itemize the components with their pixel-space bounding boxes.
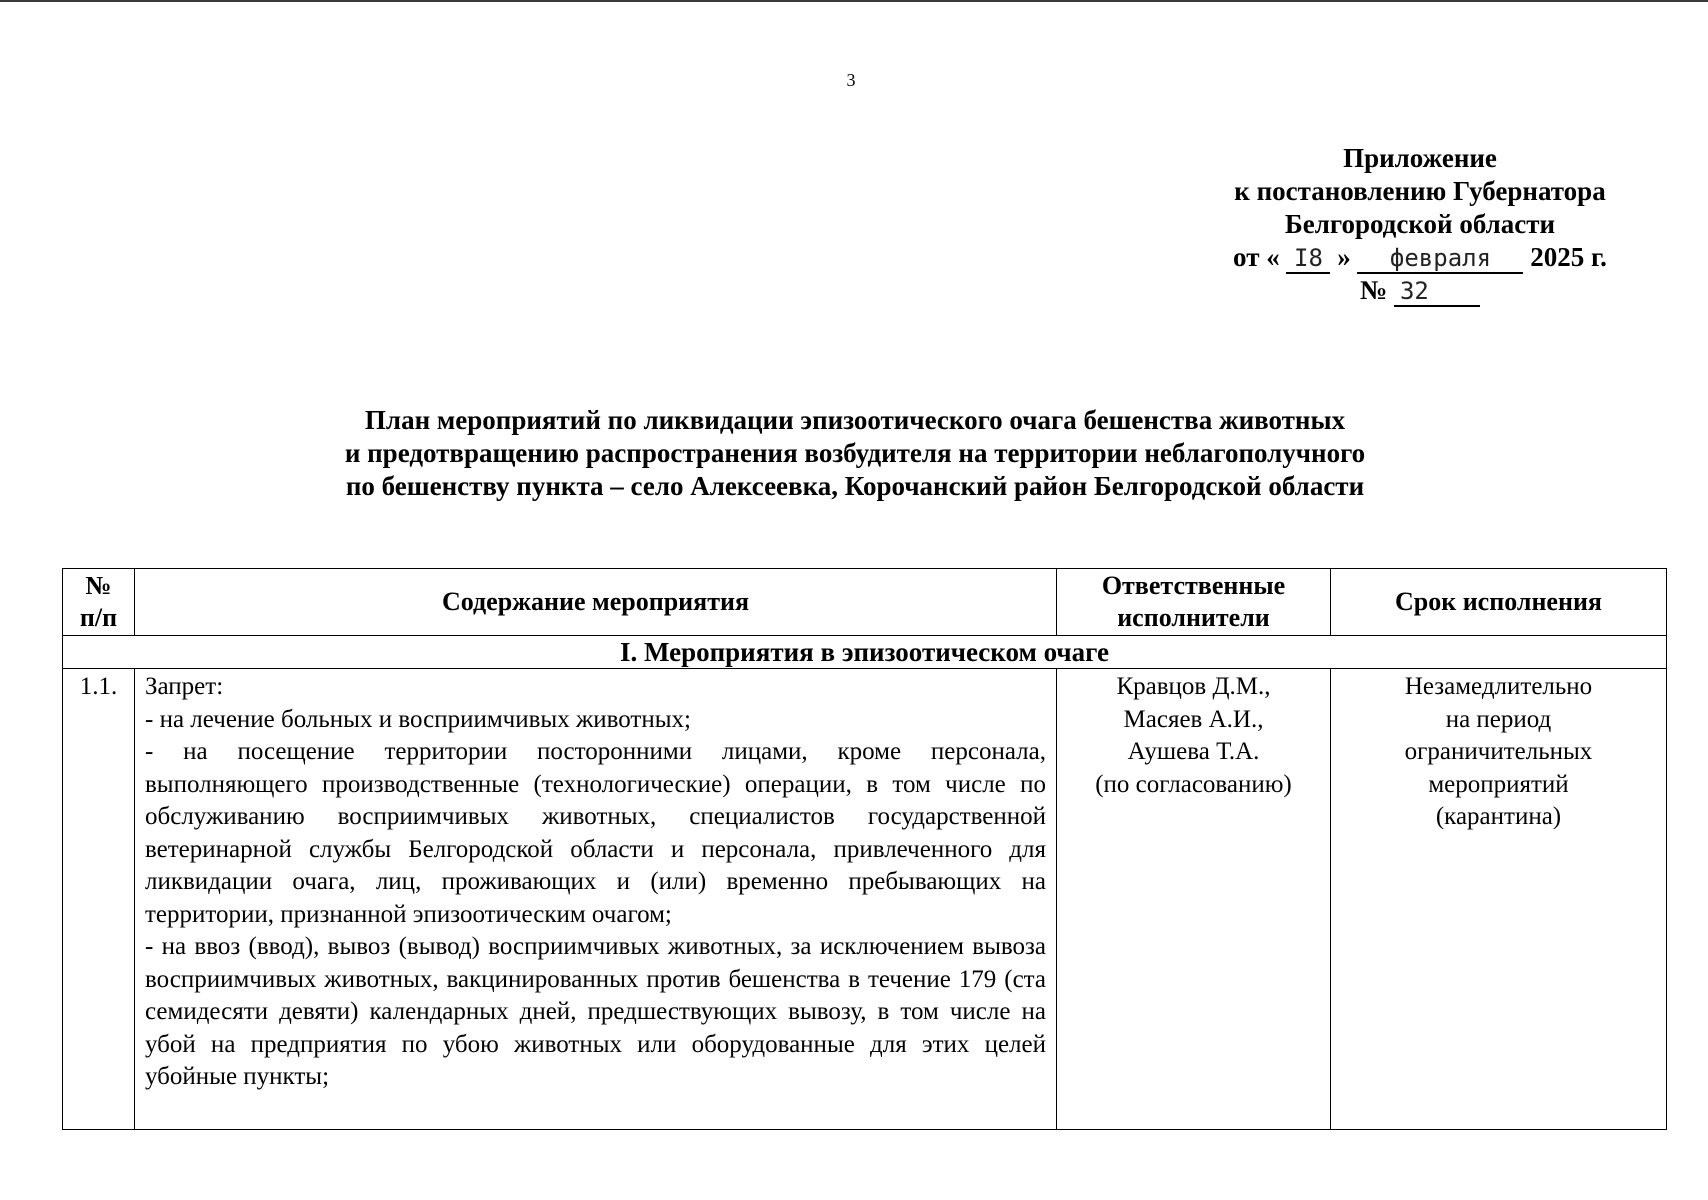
appendix-title: Приложение	[1343, 143, 1497, 173]
responsible-person: Кравцов Д.М.,	[1116, 673, 1271, 700]
date-year: 2025 г.	[1530, 242, 1607, 272]
term-line: мероприятий	[1428, 770, 1569, 798]
appendix-region: Белгородской области	[1284, 209, 1556, 239]
term-line: Незамедлительно	[1404, 673, 1593, 700]
term-line: ограничительных	[1404, 738, 1593, 765]
header-number-line1: №	[85, 571, 112, 600]
appendix-reference: к постановлению Губернатора	[1234, 176, 1606, 206]
row-term	[1331, 669, 1667, 1130]
term-line: на период	[1445, 705, 1552, 733]
content-item: - на ввоз (ввод), вывоз (вывод) восприимчивых животных, за исключением вывоза восприимчивых животных, вакцинированных против бешенства в течение 179 (ста семидесяти девяти) календарных дней, предшествующих вывозу, в том числе на убой на предприятия по убою животных или оборудованные для этих целей убойные пункты;	[145, 933, 1046, 1090]
date-day-field: I8	[1286, 244, 1330, 274]
appendix-header	[1190, 142, 1650, 307]
table-row	[63, 669, 1667, 1130]
table-header-row	[63, 569, 1667, 636]
row-content	[135, 669, 1057, 1130]
appendix-date-line	[1190, 241, 1650, 274]
content-item: - на лечение больных и восприимчивых животных;	[145, 705, 691, 733]
header-responsible-line1: Ответственные	[1101, 571, 1286, 600]
header-responsible-line2: исполнители	[1117, 603, 1270, 632]
date-prefix: от «	[1233, 242, 1280, 272]
header-number	[63, 569, 135, 636]
section-title: I. Мероприятия в эпизоотическом очаге	[63, 636, 1667, 669]
measures-table	[62, 568, 1667, 1130]
section-row	[63, 636, 1667, 669]
date-mid: »	[1337, 242, 1351, 272]
content-item: - на посещение территории посторонними лицами, кроме персонала, выполняющего производственные (технологические) операции, в том числе по обслуживанию восприимчивых животных, специалистов государственной ветеринарной службы Белгородской области и персонала, привлеченного для ликвидации очага, лиц, проживающих и (или) временно пребывающих на территории, признанной эпизоотическим очагом;	[145, 738, 1046, 928]
appendix-number-line	[1190, 274, 1650, 307]
responsible-person: Аушева Т.А.	[1127, 738, 1260, 765]
plan-title-line: План мероприятий по ликвидации эпизоотического очага бешенства животных	[364, 405, 1346, 435]
term-line: (карантина)	[1435, 803, 1562, 830]
top-border-line	[0, 0, 1708, 2]
number-prefix: №	[1360, 275, 1388, 305]
row-responsible	[1057, 669, 1331, 1130]
header-responsible	[1057, 569, 1331, 636]
page-number: 3	[846, 70, 856, 90]
header-term: Срок исполнения	[1331, 569, 1667, 636]
content-intro: Запрет:	[145, 673, 224, 700]
responsible-person: Масяев А.И.,	[1123, 705, 1264, 733]
header-content: Содержание мероприятия	[135, 569, 1057, 636]
row-number: 1.1.	[63, 669, 135, 1130]
date-month-field: февраля	[1357, 244, 1523, 274]
plan-title-line: по бешенству пункта – село Алексеевка, Корочанский район Белгородской области	[345, 471, 1365, 501]
plan-title-line: и предотвращению распространения возбудителя на территории неблагополучного	[344, 438, 1366, 468]
header-number-line2: п/п	[79, 603, 118, 632]
number-field: 32	[1394, 277, 1480, 307]
plan-title	[230, 404, 1480, 503]
responsible-note: (по согласованию)	[1095, 770, 1292, 798]
